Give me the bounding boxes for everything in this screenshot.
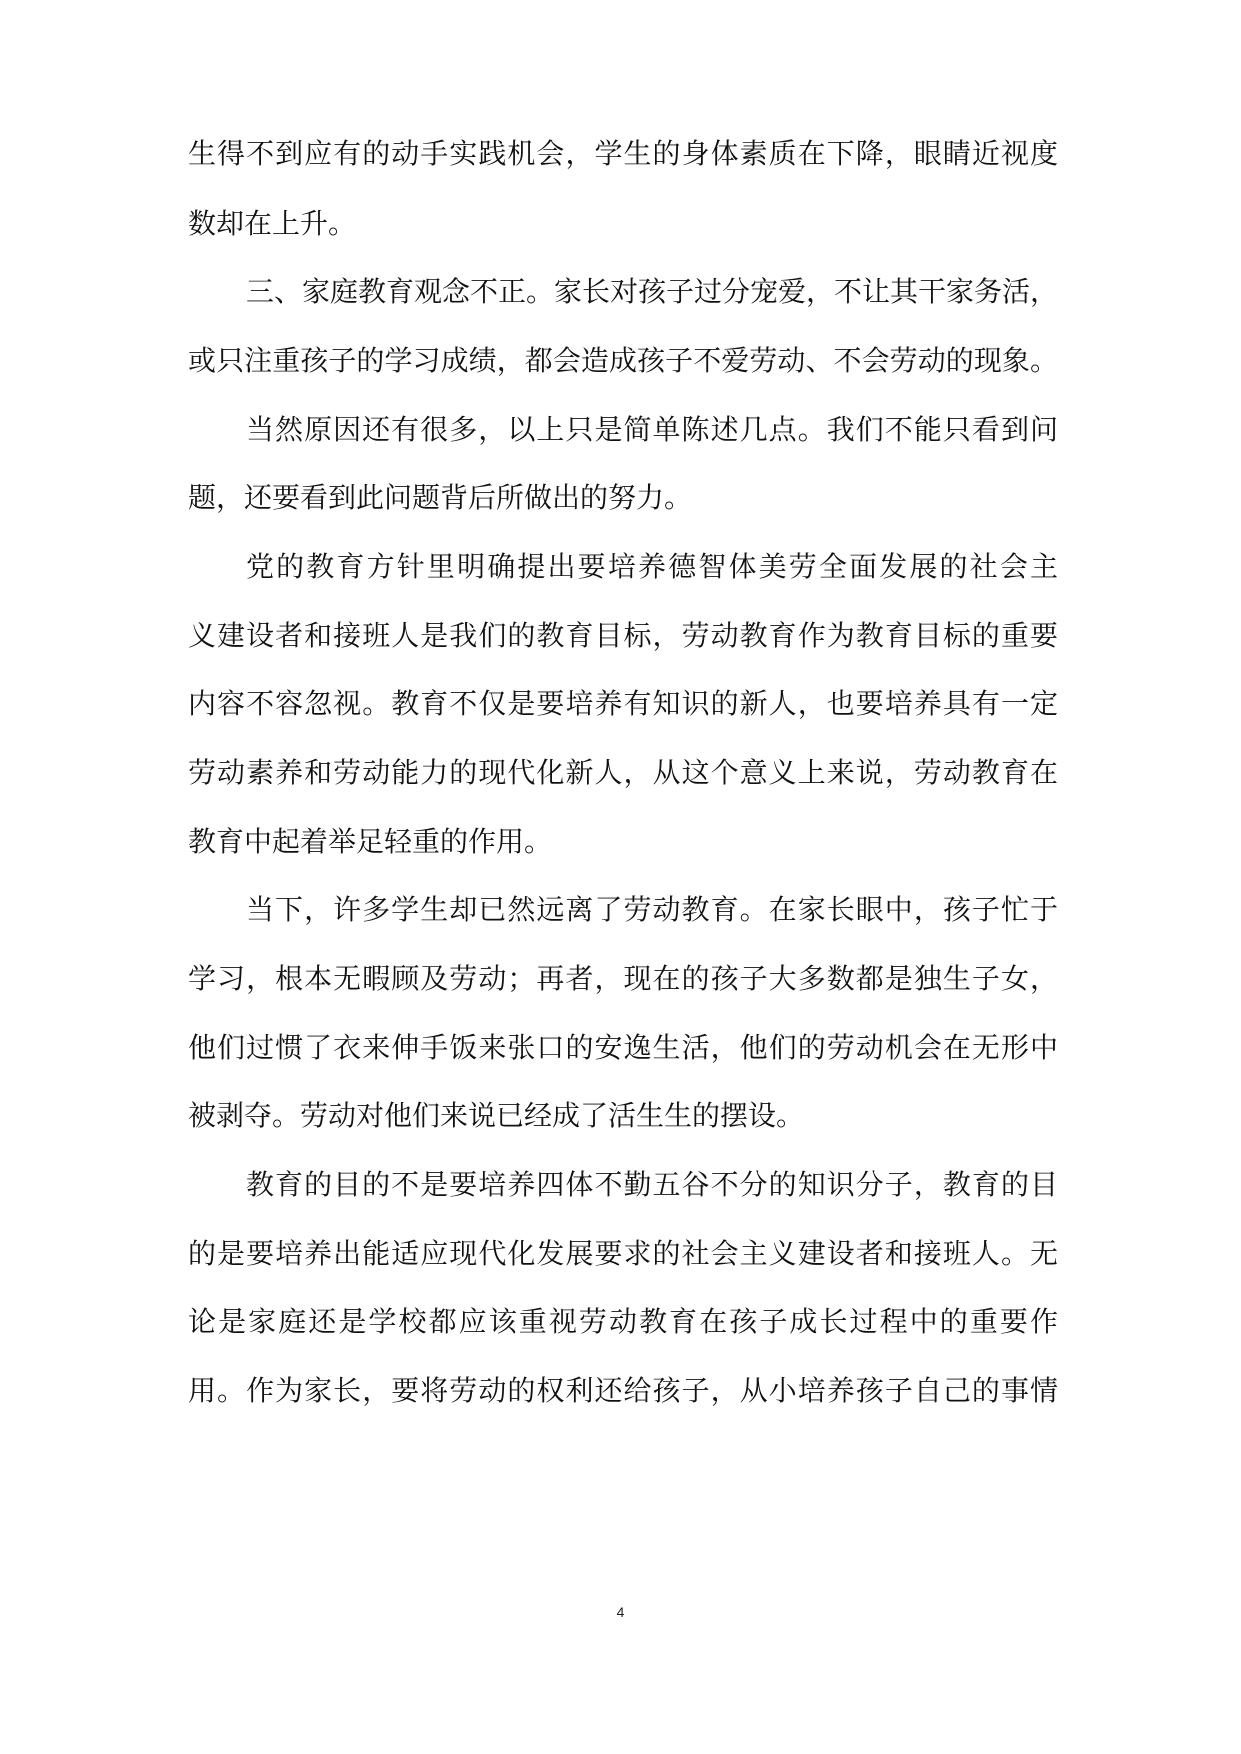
text-line: 教育中起着举足轻重的作用。 xyxy=(188,825,553,858)
text-line: 的是要培养出能适应现代化发展要求的社会主义建设者和接班人。无 xyxy=(188,1237,1058,1270)
text-line: 义建设者和接班人是我们的教育目标，劳动教育作为教育目标的重要 xyxy=(188,619,1058,652)
text-line: 题，还要看到此问题背后所做出的努力。 xyxy=(188,481,693,514)
text-line: 内容不容忽视。教育不仅是要培养有知识的新人，也要培养具有一定 xyxy=(188,687,1058,720)
text-line: 被剥夺。劳动对他们来说已经成了活生生的摆设。 xyxy=(188,1099,805,1132)
text-line: 当下，许多学生却已然远离了劳动教育。在家长眼中，孩子忙于 xyxy=(246,893,1058,926)
text-line: 用。作为家长，要将劳动的权利还给孩子，从小培养孩子自己的事情 xyxy=(188,1374,1058,1407)
text-line: 劳动素养和劳动能力的现代化新人，从这个意义上来说，劳动教育在 xyxy=(188,756,1058,789)
text-line: 生得不到应有的动手实践机会，学生的身体素质在下降，眼睛近视度 xyxy=(188,137,1058,170)
text-line: 学习，根本无暇顾及劳动；再者，现在的孩子大多数都是独生子女， xyxy=(188,962,1058,995)
text-line: 教育的目的不是要培养四体不勤五谷不分的知识分子，教育的目 xyxy=(246,1168,1058,1201)
text-line: 当然原因还有很多，以上只是简单陈述几点。我们不能只看到问 xyxy=(246,413,1058,446)
page-number: 4 xyxy=(616,1604,625,1620)
text-line: 他们过惯了衣来伸手饭来张口的安逸生活，他们的劳动机会在无形中 xyxy=(188,1031,1058,1064)
text-line: 三、家庭教育观念不正。家长对孩子过分宠爱，不让其干家务活， xyxy=(246,275,1059,308)
text-line: 党的教育方针里明确提出要培养德智体美劳全面发展的社会主 xyxy=(246,550,1058,583)
text-line: 论是家庭还是学校都应该重视劳动教育在孩子成长过程中的重要作 xyxy=(188,1305,1058,1338)
text-line: 数却在上升。 xyxy=(188,207,357,240)
text-line: 或只注重孩子的学习成绩，都会造成孩子不爱劳动、不会劳动的现象。 xyxy=(188,344,1058,377)
